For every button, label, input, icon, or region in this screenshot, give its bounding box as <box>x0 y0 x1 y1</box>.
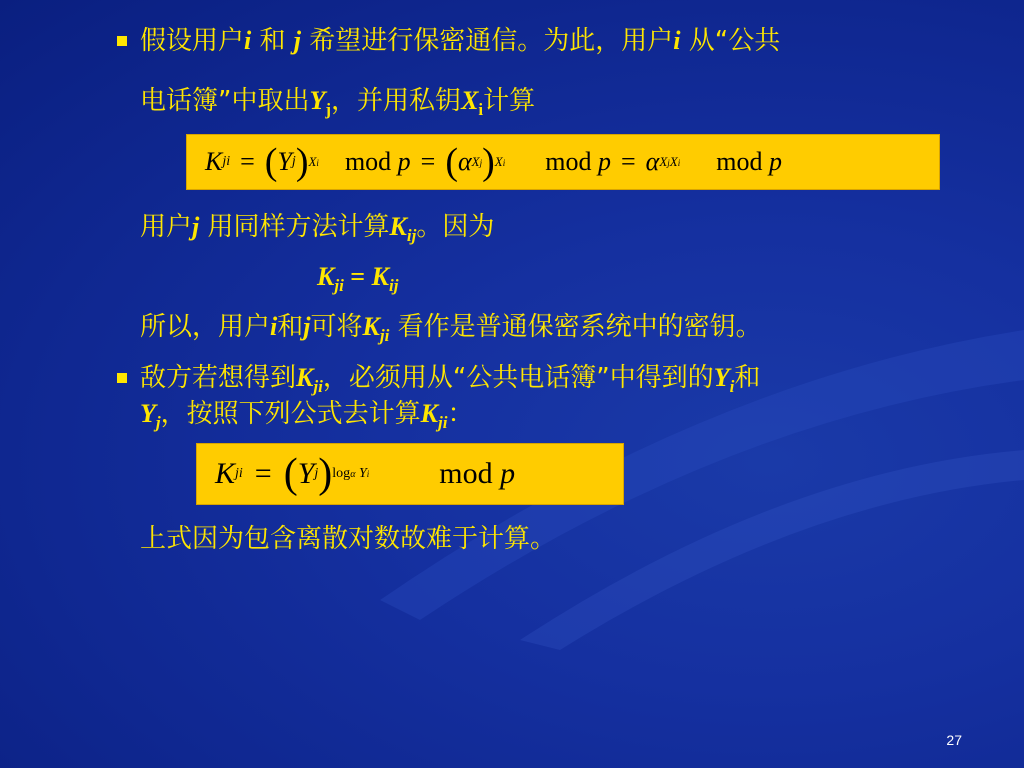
text: 假设用户 <box>140 26 245 56</box>
sub-j: j <box>155 413 161 432</box>
paren: ) <box>482 141 495 183</box>
alpha: α <box>350 469 356 480</box>
mod: mod <box>439 457 493 490</box>
alpha: α <box>458 147 472 176</box>
text: 和 <box>277 312 304 342</box>
line-so <box>140 310 762 353</box>
p: p <box>397 147 411 176</box>
var-Yj <box>309 86 332 119</box>
equals: = <box>240 147 255 176</box>
var-j: j <box>293 26 302 55</box>
conclusion-text: 上式因为包含离散对数故难于计算。 <box>140 524 557 554</box>
text: ，按照下列公式去计算 <box>160 399 421 429</box>
bullet-marker-1 <box>117 36 127 46</box>
sub-ij: ij <box>388 276 399 295</box>
X: X <box>471 154 480 169</box>
log: log <box>332 466 351 481</box>
sub-i: i <box>478 100 484 119</box>
text: 电话簿”中取出 <box>140 86 310 116</box>
text: 从“公共 <box>680 26 781 56</box>
equals: = <box>254 457 272 490</box>
text: 所以，用户 <box>140 312 271 342</box>
sub-ji: ji <box>222 154 231 169</box>
sub-j: j <box>291 154 296 169</box>
var-Y: Y <box>713 363 730 392</box>
text: 用同样方法计算 <box>199 212 390 242</box>
paren: ( <box>445 141 458 183</box>
sub-ij: ij <box>406 226 417 245</box>
paren: ) <box>318 451 333 497</box>
alpha: α <box>645 147 660 176</box>
K: K <box>215 457 236 490</box>
var-Kji <box>296 363 323 396</box>
X: X <box>659 154 668 169</box>
text: 和 <box>734 363 761 393</box>
equals: = <box>343 262 372 291</box>
j: j <box>667 158 670 168</box>
text: 敌方若想得到 <box>140 363 297 393</box>
sub-ji: ji <box>334 276 344 295</box>
sub-ji: ji <box>437 413 448 432</box>
paren: ) <box>295 141 309 183</box>
var-Yj <box>140 399 161 432</box>
var-j: j <box>303 312 311 341</box>
var-Kji <box>317 262 344 295</box>
var-j: j <box>192 212 200 241</box>
text: 可将 <box>310 312 363 342</box>
exp-Xi <box>495 154 505 170</box>
paren: ( <box>283 451 298 497</box>
p: p <box>768 147 782 176</box>
i: i <box>502 158 506 168</box>
var-Kij <box>371 262 399 295</box>
page-number: 27 <box>946 732 962 748</box>
var-K: K <box>389 212 407 241</box>
paren: ( <box>264 141 278 183</box>
formula-box-1 <box>186 134 940 190</box>
equals: = <box>620 147 636 176</box>
var-K: K <box>420 399 438 428</box>
sub-j: j <box>325 100 332 119</box>
sub-ji: ji <box>235 466 243 481</box>
i: i <box>677 158 681 168</box>
j: j <box>479 158 483 168</box>
X: X <box>669 154 678 169</box>
text: 希望进行保密通信。为此，用户 <box>301 26 674 56</box>
i: i <box>366 469 370 479</box>
bullet1-line2 <box>140 84 535 127</box>
var-Kij <box>389 212 417 245</box>
var-Y: Y <box>309 86 326 115</box>
mod: mod <box>545 147 592 176</box>
X: X <box>494 154 503 169</box>
var-K: K <box>362 312 380 341</box>
exp-Xi <box>308 154 318 170</box>
bullet2-line2 <box>140 397 473 440</box>
mod: mod <box>716 147 763 176</box>
p: p <box>597 147 611 176</box>
line-j-compute <box>140 210 494 253</box>
sub-j: j <box>314 466 319 481</box>
var-i: i <box>270 312 278 341</box>
Y: Y <box>297 457 315 490</box>
text: ，并用私钥 <box>331 86 462 116</box>
text: ，必须用从“公共电话簿”中得到的 <box>322 363 714 393</box>
i: i <box>316 158 319 168</box>
exp-log <box>332 466 369 482</box>
p: p <box>500 457 516 490</box>
text: 。因为 <box>416 212 495 242</box>
var-K: K <box>371 262 389 291</box>
var-K: K <box>317 262 335 291</box>
formula-box-2 <box>196 443 624 505</box>
Y: Y <box>358 466 367 481</box>
var-Xi <box>461 86 484 119</box>
text: 和 <box>251 26 294 56</box>
text: 用户 <box>140 212 193 242</box>
var-Kji <box>362 312 390 345</box>
var-K: K <box>296 363 314 392</box>
K: K <box>205 147 223 176</box>
exp-Xj <box>472 154 482 170</box>
bullet-marker-2 <box>117 373 127 383</box>
line-equality <box>317 260 398 303</box>
sub-ji: ji <box>379 326 390 345</box>
var-i: i <box>244 26 252 55</box>
text: 计算 <box>483 86 536 116</box>
Y: Y <box>277 147 292 176</box>
var-X: X <box>461 86 479 115</box>
var-Yi <box>713 363 735 396</box>
mod: mod <box>344 147 392 176</box>
var-i: i <box>673 26 681 55</box>
equals: = <box>420 147 436 176</box>
sub-i: i <box>729 377 735 396</box>
bullet1-line1 <box>140 24 780 58</box>
text: ： <box>447 399 474 429</box>
var-Kji <box>420 399 448 432</box>
var-Y: Y <box>140 399 156 428</box>
sub-ji: ji <box>313 377 323 396</box>
text: 看作是普通保密系统中的密钥。 <box>389 312 762 342</box>
exp-XjXi <box>659 154 680 170</box>
X: X <box>308 154 317 169</box>
